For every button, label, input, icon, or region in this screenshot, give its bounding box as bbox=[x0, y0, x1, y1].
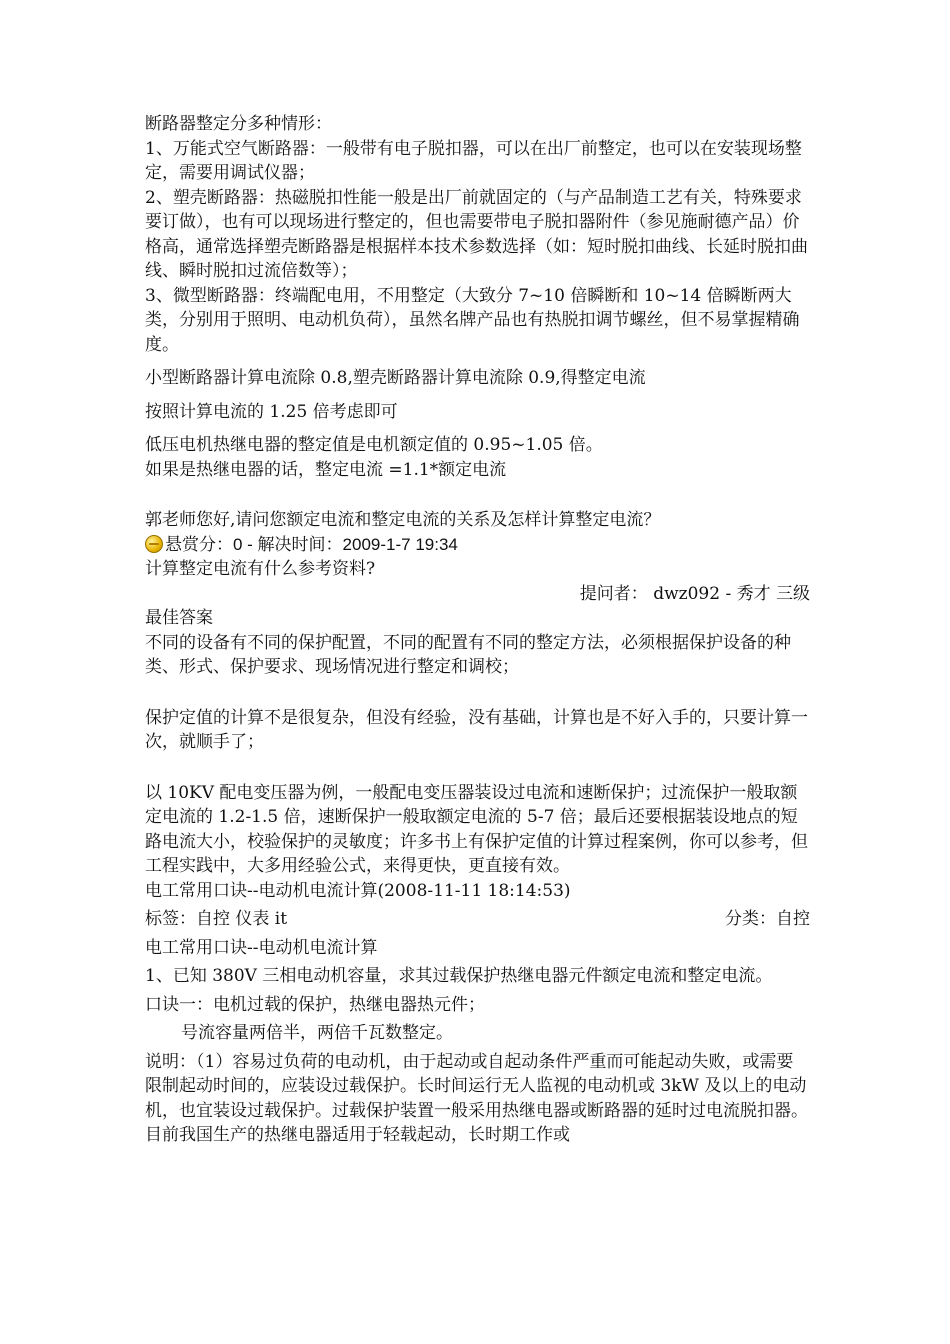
coin-icon bbox=[145, 535, 163, 553]
article-tags: 标签：自控 仪表 it bbox=[145, 909, 288, 929]
intro-heading: 断路器整定分多种情形： bbox=[145, 114, 332, 134]
question-body: 计算整定电流有什么参考资料? bbox=[145, 559, 376, 579]
article-question-1: 1、已知 380V 三相电动机容量，求其过载保护热继电器元件额定电流和整定电流。 bbox=[145, 966, 773, 986]
note-thermal-relay-formula: 如果是热继电器的话，整定电流 =1.1*额定电流 bbox=[145, 459, 507, 480]
article-meta bbox=[145, 907, 810, 932]
asker-line: 提问者： dwz092 - 秀才 三级 bbox=[579, 583, 810, 604]
article-category: 分类：自控 bbox=[725, 909, 810, 929]
item-universal-breaker: 1、万能式空气断路器：一般带有电子脱扣器，可以在出厂前整定，也可以在安装现场整定，需要用调试仪器； bbox=[145, 138, 802, 183]
question-title: 郭老师您好,请问您额定电流和整定电流的关系及怎样计算整定电流？ bbox=[145, 510, 661, 530]
note-thermal-relay-range: 低压电机热继电器的整定值是电机额定值的 0.95~1.05 倍。 bbox=[145, 435, 603, 455]
best-answer-label: 最佳答案 bbox=[145, 608, 213, 628]
note-calc-current: 按照计算电流的 1.25 倍考虑即可 bbox=[145, 401, 398, 422]
item-miniature-breaker: 3、微型断路器：终端配电用，不用整定（大致分 7~10 倍瞬断和 10~14 倍瞬断两大类，分别用于照明、电动机负荷），虽然名牌产品也有热脱扣调节螺丝，但不易掌握精确度。 bbox=[145, 285, 800, 355]
answer-paragraph-2: 保护定值的计算不是很复杂，但没有经验，没有基础，计算也是不好入手的，只要计算一次，就顺手了； bbox=[145, 707, 808, 752]
answer-paragraph-3: 以 10KV 配电变压器为例，一般配电变压器装设过电流和速断保护；过流保护一般取额定电流的 1.2-1.5 倍，速断保护一般取额定电流的 5-7 倍；最后还要根据装设地点的短路电流大小，校验保护的灵敏度；许多书上有保护定值的计算过程案例，你可以参考，但工程实践中，大多用经验公式，来得更快，更直接有效。 bbox=[145, 782, 808, 876]
answer-paragraph-1: 不同的设备有不同的保护配置，不同的配置有不同的整定方法，必须根据保护设备的种类、形式、保护要求、现场情况进行整定和调校； bbox=[145, 632, 791, 677]
note-small-breaker: 小型断路器计算电流除 0.8,塑壳断路器计算电流除 0.9,得整定电流 bbox=[145, 368, 646, 388]
verse-line-2: 号流容量两倍半，两倍千瓦数整定。 bbox=[181, 1023, 453, 1043]
document-page bbox=[145, 112, 810, 1148]
verse-line-1: 口诀一：电机过载的保护，热继电器热元件； bbox=[145, 994, 485, 1015]
reward-line bbox=[145, 533, 810, 558]
article-explanation: 说明：（1）容易过负荷的电动机，由于起动或自起动条件严重而可能起动失败，或需要限制起动时间的，应装设过载保护。长时间运行无人监视的电动机或 3kW 及以上的电动机，也宜装设过载保护。过载保护装置一般采用热继电器或断路器的延时过电流脱扣器。目前我国生产的热继电器适用于轻载起动，长时期工作或 bbox=[145, 1051, 808, 1145]
reward-text: 悬赏分：0 - 解决时间：2009-1-7 19:34 bbox=[165, 534, 458, 554]
article-title: 电工常用口诀--电动机电流计算(2008-11-11 18:14:53) bbox=[145, 880, 571, 901]
item-molded-case-breaker: 2、塑壳断路器：热磁脱扣性能一般是出厂前就固定的（与产品制造工艺有关，特殊要求要订做），也有可以现场进行整定的，但也需要带电子脱扣器附件（参见施耐德产品）价格高，通常选择塑壳断路器是根据样本技术参数选择（如：短时脱扣曲线、长延时脱扣曲线、瞬时脱扣过流倍数等）； bbox=[145, 187, 808, 281]
article-heading: 电工常用口诀--电动机电流计算 bbox=[145, 937, 378, 958]
